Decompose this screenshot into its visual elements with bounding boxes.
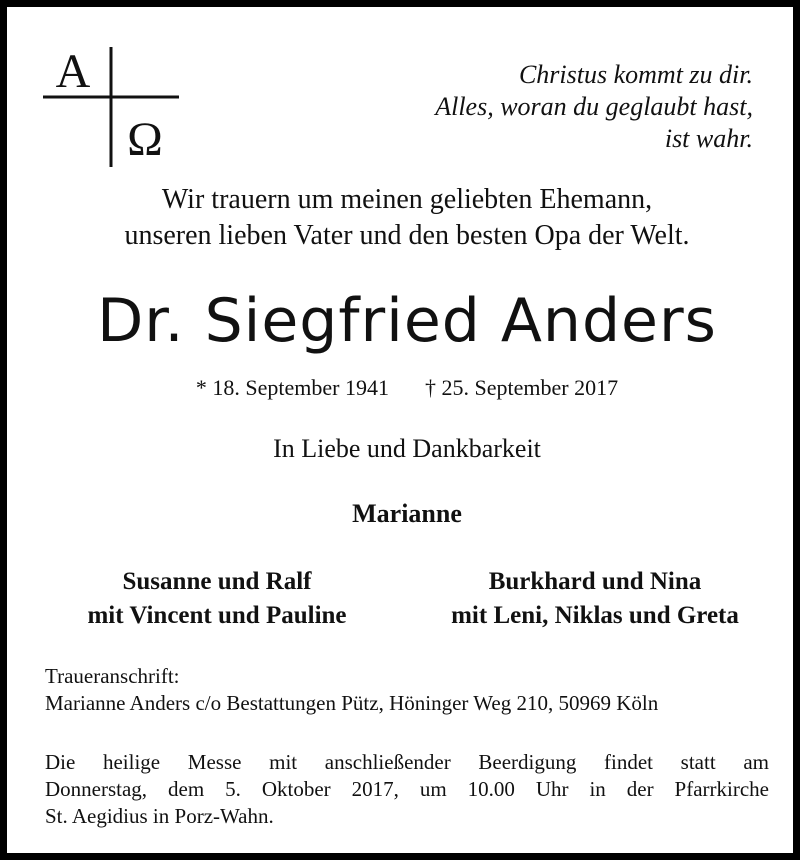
alpha-letter: A xyxy=(55,45,91,98)
mourning-address xyxy=(45,663,775,717)
quote-line: Alles, woran du geglaubt hast, xyxy=(435,92,753,121)
omega-letter: Ω xyxy=(127,113,163,166)
mass-line: Donnerstag, dem 5. Oktober 2017, um 10.00 Uhr in der Pfarrkirche xyxy=(45,777,769,801)
bible-quote xyxy=(333,59,753,155)
mass-line: Die heilige Messe mit anschließender Beerdigung findet statt am xyxy=(45,750,769,774)
mass-line: St. Aegidius in Porz-Wahn. xyxy=(45,804,274,828)
intro-line: Wir trauern um meinen geliebten Ehemann, xyxy=(161,184,653,215)
spouse-name: Marianne xyxy=(352,499,462,528)
quote-line: ist wahr. xyxy=(664,124,753,153)
birth-date: * 18. September 1941 xyxy=(195,375,389,400)
family-group-left xyxy=(37,565,397,633)
quote-line: Christus kommt zu dir. xyxy=(518,60,753,89)
address-label: Traueranschrift: xyxy=(45,664,180,688)
family-group-right xyxy=(415,565,775,633)
family-line: Burkhard und Nina xyxy=(488,568,702,595)
deceased-name: Dr. Siegfried Anders xyxy=(97,286,717,356)
family-line: mit Leni, Niklas und Greta xyxy=(451,602,739,629)
intro-line: unseren lieben Vater und den besten Opa der Welt. xyxy=(124,220,690,251)
life-dates xyxy=(7,374,800,402)
mourning-intro xyxy=(7,182,800,254)
alpha-omega-cross-icon xyxy=(39,43,179,167)
family-line: Susanne und Ralf xyxy=(122,568,312,595)
dedication: In Liebe und Dankbarkeit xyxy=(273,434,541,463)
address-text: Marianne Anders c/o Bestattungen Pütz, Höninger Weg 210, 50969 Köln xyxy=(45,691,659,715)
death-date: † 25. September 2017 xyxy=(425,375,619,400)
funeral-mass-info xyxy=(45,749,769,830)
family-line: mit Vincent und Pauline xyxy=(87,602,347,629)
